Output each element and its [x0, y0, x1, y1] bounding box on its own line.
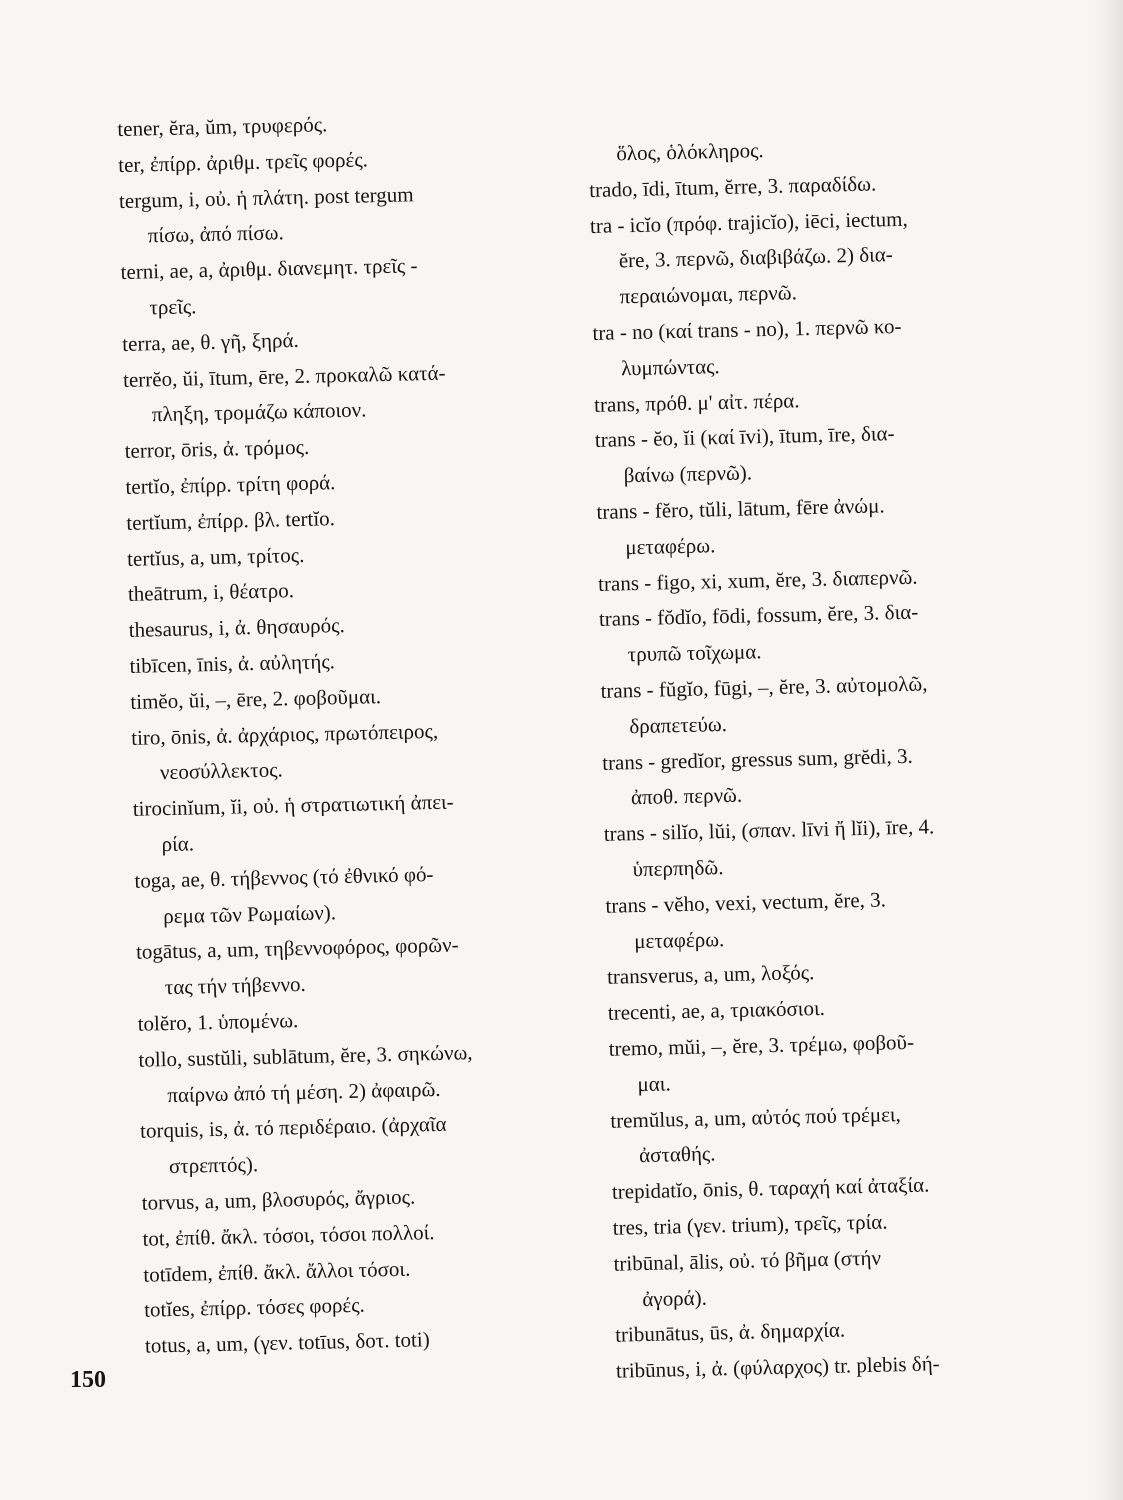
dictionary-entry-line: trepidatĭo, ōnis, θ. ταραχή καί ἀταξία. — [611, 1172, 930, 1204]
dictionary-entry-line: trans, πρόθ. μ' αἰτ. πέρα. — [593, 387, 800, 417]
dictionary-entry-line: toga, ae, θ. τήβεννος (τό ἐθνικό φό- — [134, 861, 434, 893]
dictionary-entry-line: thesaurus, i, ἀ. θησαυρός. — [128, 613, 345, 643]
entry-continuation-line: περαιώνομαι, περνῶ. — [619, 280, 798, 309]
dictionary-entry-line: tolĕro, 1. ὑπομένω. — [137, 1008, 299, 1036]
entry-continuation-line: ĕre, 3. περνῶ, διαβιβάζω. 2) δια- — [618, 242, 893, 273]
dictionary-entry-line: tertĭo, ἐπίρρ. τρίτη φορά. — [125, 470, 336, 499]
entry-continuation-line: ὅλος, ὁλόκληρος. — [616, 138, 764, 166]
dictionary-entry-line: torvus, a, um, βλοσυρός, ἄγριος. — [141, 1184, 416, 1215]
dictionary-entry-line: tot, ἐπίθ. ἄκλ. τόσοι, τόσοι πολλοί. — [142, 1219, 435, 1251]
dictionary-entry-line: tener, ĕra, ŭm, τρυφερός. — [117, 112, 328, 141]
entry-continuation-line: ἀσταθής. — [638, 1141, 716, 1168]
dictionary-entry-line: terror, ōris, ἀ. τρόμος. — [124, 434, 310, 464]
dictionary-entry-line: totĭes, ἐπίρρ. τόσες φορές. — [143, 1292, 366, 1322]
entry-continuation-line: νεοσύλλεκτος. — [159, 757, 284, 785]
dictionary-entry-line: tremŭlus, a, um, αὐτός πού τρέμει, — [610, 1101, 902, 1133]
dictionary-entry-line: trecenti, ae, a, τριακόσιοι. — [607, 995, 826, 1025]
dictionary-entry-line: totus, a, um, (γεν. totīus, δοτ. toti) — [144, 1327, 430, 1358]
entry-continuation-line: τρεῖς. — [149, 294, 197, 320]
left-column — [117, 102, 600, 1365]
dictionary-entry-line: tres, tria (γεν. trium), τρεῖς, τρία. — [612, 1209, 888, 1240]
entry-continuation-line: ἀποθ. περνῶ. — [630, 783, 743, 810]
dictionary-entry-line: tertĭum, ἐπίρρ. βλ. tertĭo. — [126, 505, 336, 535]
page-number: 150 — [70, 1367, 106, 1393]
dictionary-entry-line: tergum, i, οὐ. ἡ πλάτη. post tergum — [118, 181, 414, 213]
dictionary-entry-line: tremo, mŭi, –, ĕre, 3. τρέμω, φοβοῦ- — [608, 1029, 915, 1061]
entry-continuation-line: βαίνω (περνῶ). — [623, 460, 753, 488]
dictionary-entry-line: totīdem, ἐπίθ. ἄκλ. ἄλλοι τόσοι. — [143, 1256, 411, 1287]
dictionary-entry-line: tertĭus, a, um, τρίτος. — [126, 542, 305, 571]
right-column — [588, 127, 1071, 1390]
dictionary-entry-line: tribunātus, ūs, ἀ. δημαρχία. — [614, 1317, 846, 1347]
entry-continuation-line: τας τήν τήβεννο. — [164, 972, 306, 1000]
dictionary-entry-line: togātus, a, um, τηβεννοφόρος, φορῶν- — [135, 932, 459, 965]
dictionary-entry-line: tirocinĭum, ĭi, οὐ. ἡ στρατιωτική ἀπει- — [132, 789, 454, 821]
dictionary-entry-line: tra - no (καί trans - no), 1. περνῶ κο- — [592, 313, 902, 345]
dictionary-entry-line: trans - vĕho, vexi, vectum, ĕre, 3. — [605, 887, 887, 918]
dictionary-entry-line: trans - fŭgĭo, fūgi, –, ĕre, 3. αὐτομολῶ, — [600, 671, 928, 703]
dictionary-entry-line: tribūnus, i, ἀ. (φύλαρχος) tr. plebis δή- — [615, 1351, 940, 1383]
entry-continuation-line: πίσω, ἀπό πίσω. — [147, 220, 284, 248]
dictionary-entry-line: torquis, is, ἀ. τό περιδέραιο. (ἀρχαῖα — [139, 1112, 447, 1144]
entry-continuation-line: ἀγορά). — [642, 1285, 708, 1311]
entry-continuation-line: λυμπώντας. — [620, 353, 720, 381]
dictionary-entry-line: tollo, sustŭli, sublātum, ĕre, 3. σηκώνω, — [138, 1039, 473, 1072]
entry-continuation-line: πληξη, τρομάζω κάποιον. — [151, 397, 367, 427]
entry-continuation-line: τρυπῶ τοῖχωμα. — [627, 639, 762, 667]
dictionary-entry-line: trans - fĕro, tŭli, lātum, fēre ἀνώμ. — [596, 493, 885, 524]
entry-continuation-line: ρεμα τῶν Ρωμαίων). — [162, 899, 337, 928]
dictionary-entry-line: trans - silĭo, lŭi, (σπαν. līvi ἤ lĭi), īre, 4. — [603, 814, 935, 846]
page-edge-shadow — [1093, 0, 1123, 1500]
dictionary-entry-line: trado, īdi, ītum, ĕrre, 3. παραδίδω. — [588, 171, 877, 202]
dictionary-entry-line: trans - figo, xi, xum, ĕre, 3. διαπερνῶ. — [597, 564, 918, 596]
entry-continuation-line: μεταφέρω. — [625, 532, 716, 560]
entry-continuation-line: μεταφέρω. — [633, 926, 725, 953]
dictionary-entry-line: terni, ae, a, ἀριθμ. διανεμητ. τρεῖς - — [120, 253, 418, 285]
entry-continuation-line: ρία. — [161, 831, 195, 857]
entry-continuation-line: παίρνω ἀπό τή μέση. 2) ἀφαιρῶ. — [167, 1076, 441, 1107]
entry-continuation-line: ὑπερπηδῶ. — [632, 855, 724, 882]
dictionary-entry-line: tra - icĭo (πρόφ. trajicĭo), iēci, iectum, — [589, 206, 908, 238]
dictionary-entry-line: ter, ἐπίρρ. ἀριθμ. τρεῖς φορές. — [117, 147, 369, 177]
dictionary-entry-line: timĕo, ŭi, –, ēre, 2. φοβοῦμαι. — [130, 683, 382, 714]
dictionary-entry-line: theātrum, i, θέατρο. — [127, 578, 295, 607]
entry-continuation-line: στρεπτός). — [168, 1152, 259, 1179]
dictionary-entry-line: tribūnal, ālis, οὐ. τό βῆμα (στήν — [613, 1245, 882, 1276]
dictionary-entry-line: terra, ae, θ. γῆ, ξηρά. — [121, 327, 300, 356]
dictionary-entry-line: tiro, ōnis, ἀ. ἀρχάριος, πρωτόπειρος, — [130, 718, 439, 750]
dictionary-entry-line: terrĕo, ŭi, ītum, ēre, 2. προκαλῶ κατά- — [122, 360, 446, 392]
dictionary-entry-line: tibīcen, īnis, ἀ. αὐλητής. — [129, 649, 336, 678]
entry-continuation-line: δραπετεύω. — [629, 711, 728, 738]
entry-continuation-line: μαι. — [637, 1071, 671, 1096]
dictionary-entry-line: trans - ĕo, ĭi (καί īvi), ītum, īre, δια- — [594, 421, 895, 453]
dictionary-entry-line: transverus, a, um, λοξός. — [606, 960, 815, 990]
dictionary-entry-line: trans - gredĭor, gressus sum, grĕdi, 3. — [601, 743, 913, 775]
dictionary-entry-line: trans - fŏdĭo, fōdi, fossum, ĕre, 3. δια- — [598, 599, 919, 632]
